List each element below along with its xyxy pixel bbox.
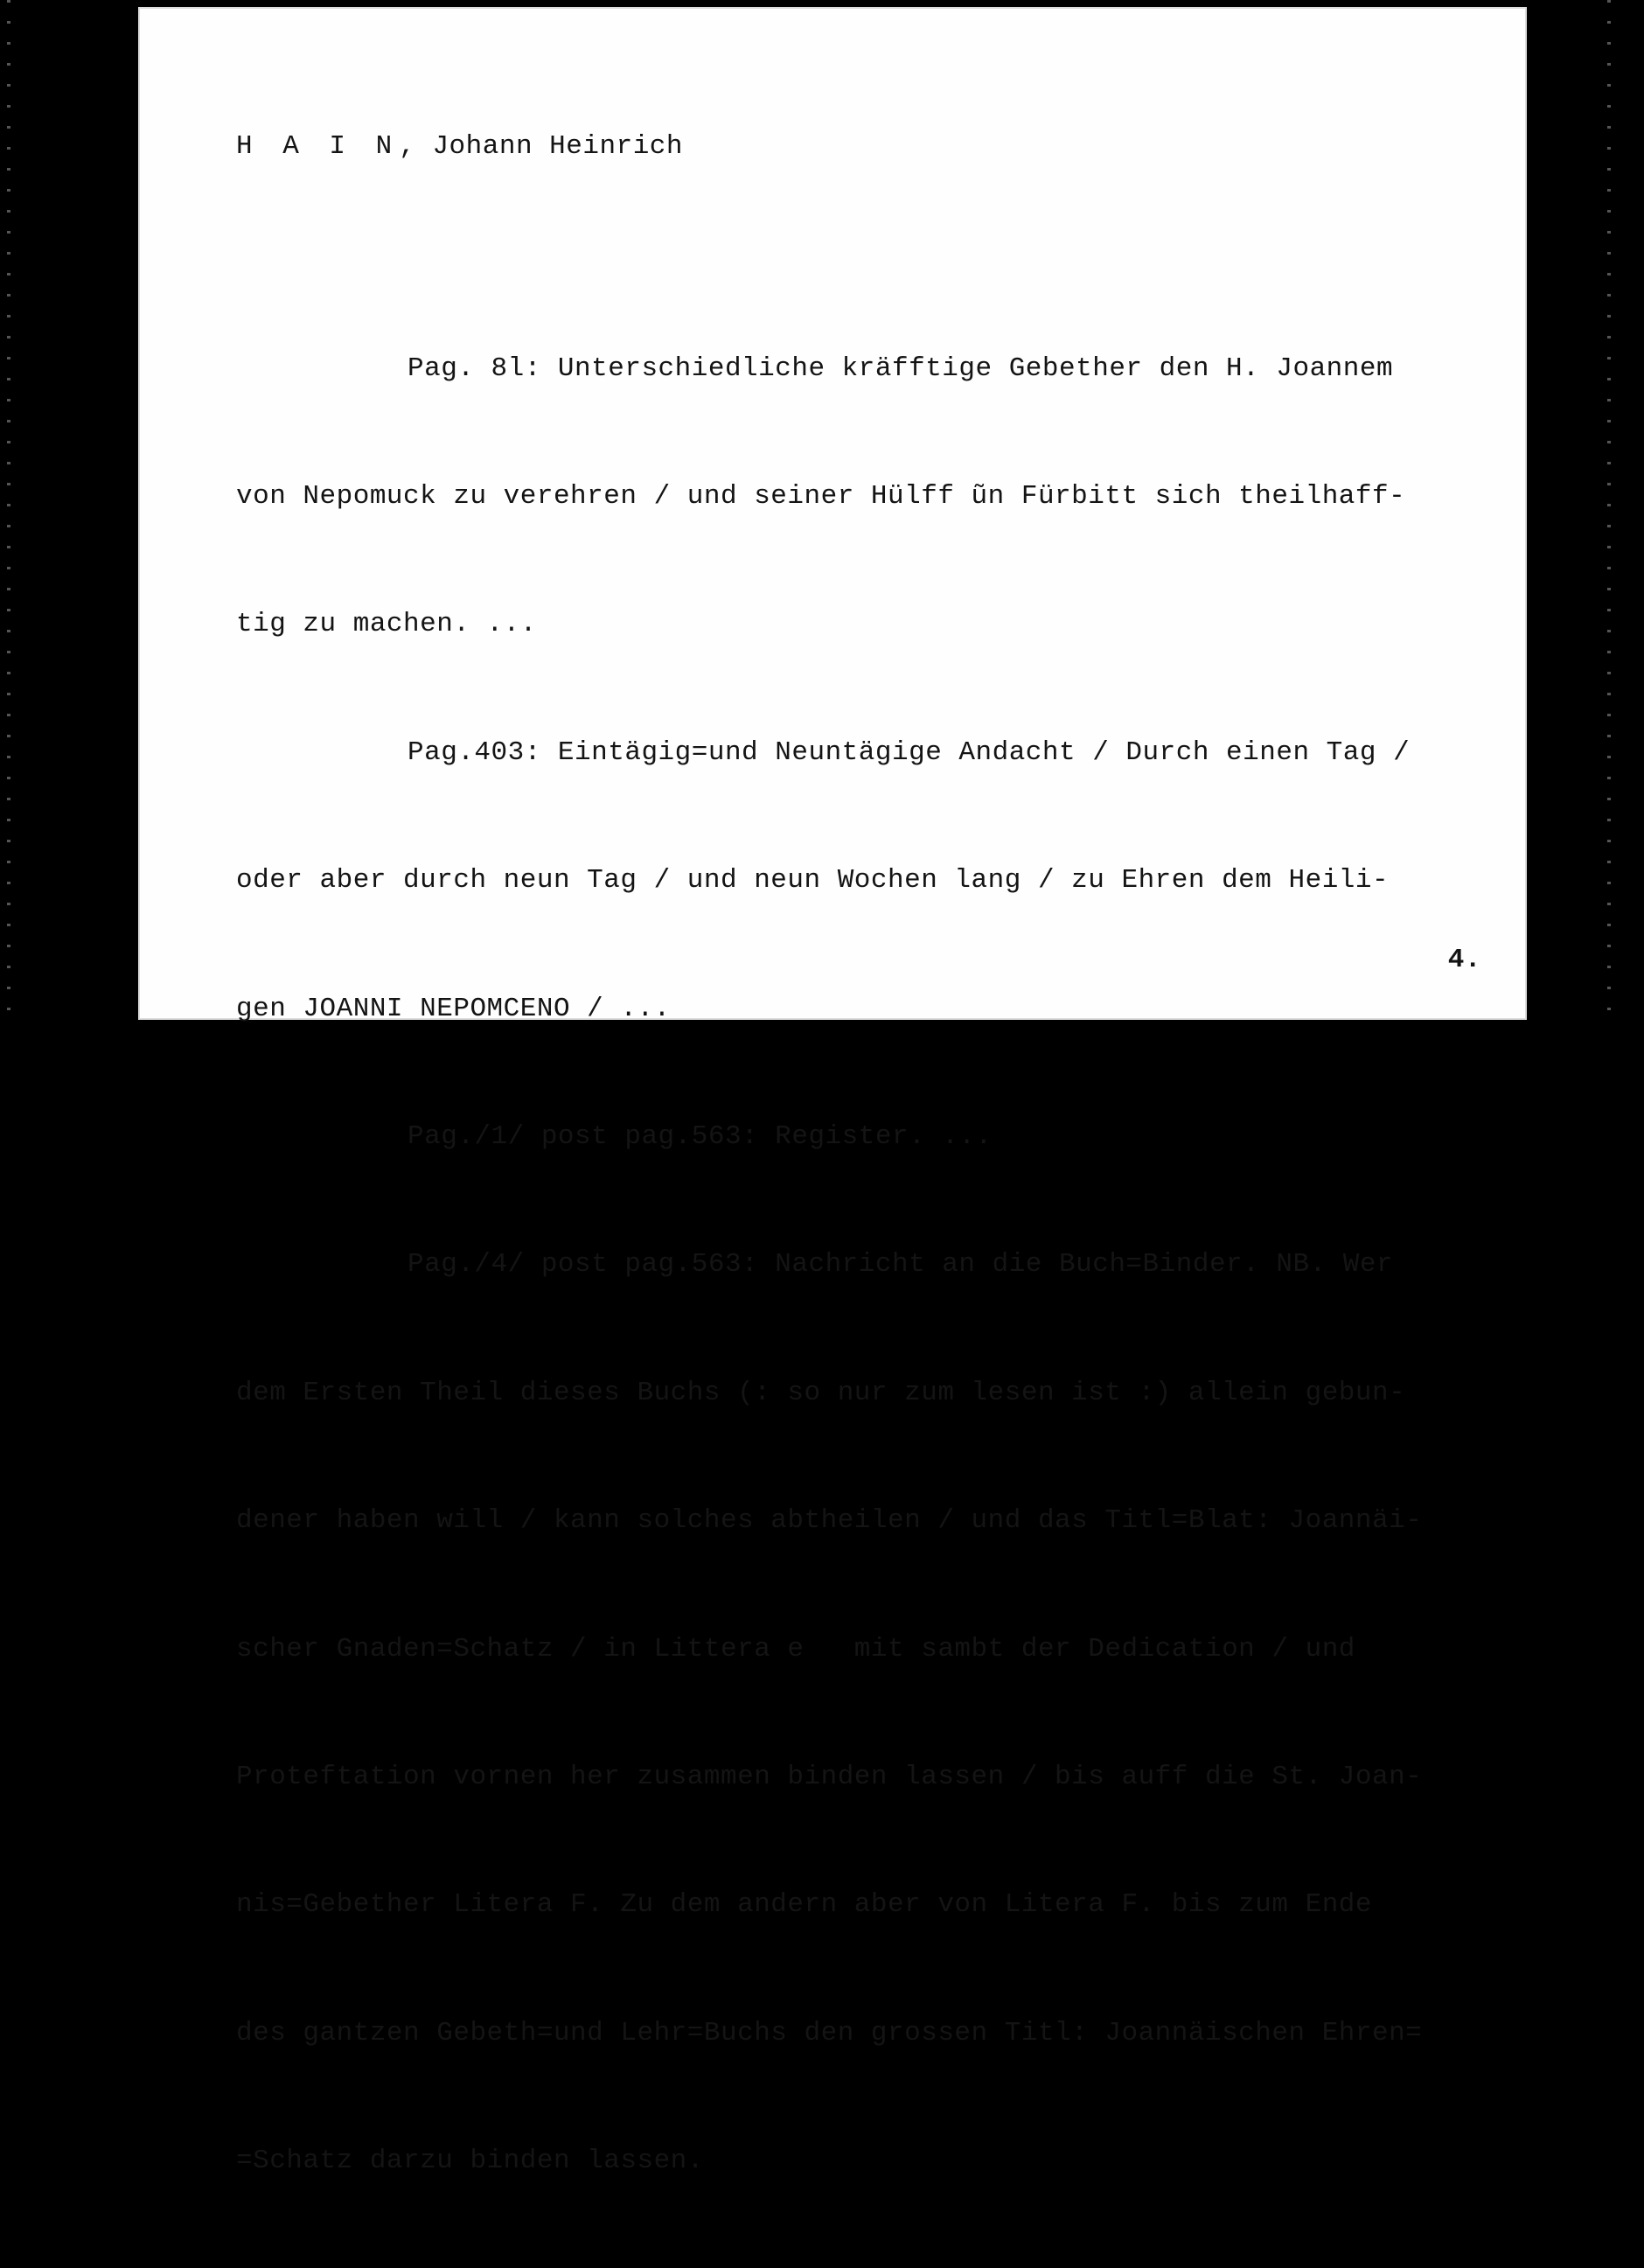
body-line: des gantzen Gebeth=und Lehr=Buchs den grossen Titl: Joannäischen Ehren= — [236, 2017, 1423, 2048]
film-edge-left — [7, 0, 10, 1025]
body-line: tig zu machen. ... — [236, 609, 537, 640]
card-heading — [236, 131, 683, 162]
body-line: gen JOANNI NEPOMCENO / ... — [236, 993, 671, 1024]
page-number: 4. — [1447, 945, 1481, 975]
body-line: Proteftation vornen her zusammen binden lassen / bis auff die St. Joan- — [236, 1761, 1423, 1792]
body-line: =Schatz darzu binden lassen. — [236, 2146, 704, 2177]
body-line: dem Ersten Theil dieses Buchs (: so nur zum lesen ist :) allein gebun- — [236, 1377, 1406, 1408]
heading-separator: , — [399, 131, 416, 162]
body-line: von Nepomuck zu verehren / und seiner Hülff ũn Fürbitt sich theilhaff- — [236, 480, 1406, 512]
film-edge-right — [1607, 0, 1611, 1025]
body-line: oder aber durch neun Tag / und neun Wochen lang / zu Ehren dem Heili- — [236, 865, 1390, 897]
catalog-card — [138, 7, 1527, 2177]
body-line: scher Gnaden=Schatz / in Littera e mit sambt der Dedication / und — [236, 1633, 1355, 1664]
body-line: Pag./1/ post pag.563: Register. ... — [408, 1120, 993, 1152]
card-body — [236, 262, 1422, 2268]
body-line: nis=Gebether Litera F. Zu dem andern aber von Litera F. bis zum Ende — [236, 1889, 1373, 1921]
body-line: Pag./4/ post pag.563: Nachricht an die Buch=Binder. NB. Wer — [408, 1249, 1394, 1281]
heading-given-names: Johann Heinrich — [432, 131, 683, 162]
heading-surname: H A I N — [236, 131, 400, 162]
body-line: Pag. 8l: Unterschiedliche kräfftige Gebether den H. Joannem — [408, 352, 1394, 384]
body-line: Pag.403: Eintägig=und Neuntägige Andacht / Durch einen Tag / — [408, 736, 1411, 768]
body-line: dener haben will / kann solches abtheilen / und das Titl=Blat: Joannäi- — [236, 1505, 1423, 1537]
